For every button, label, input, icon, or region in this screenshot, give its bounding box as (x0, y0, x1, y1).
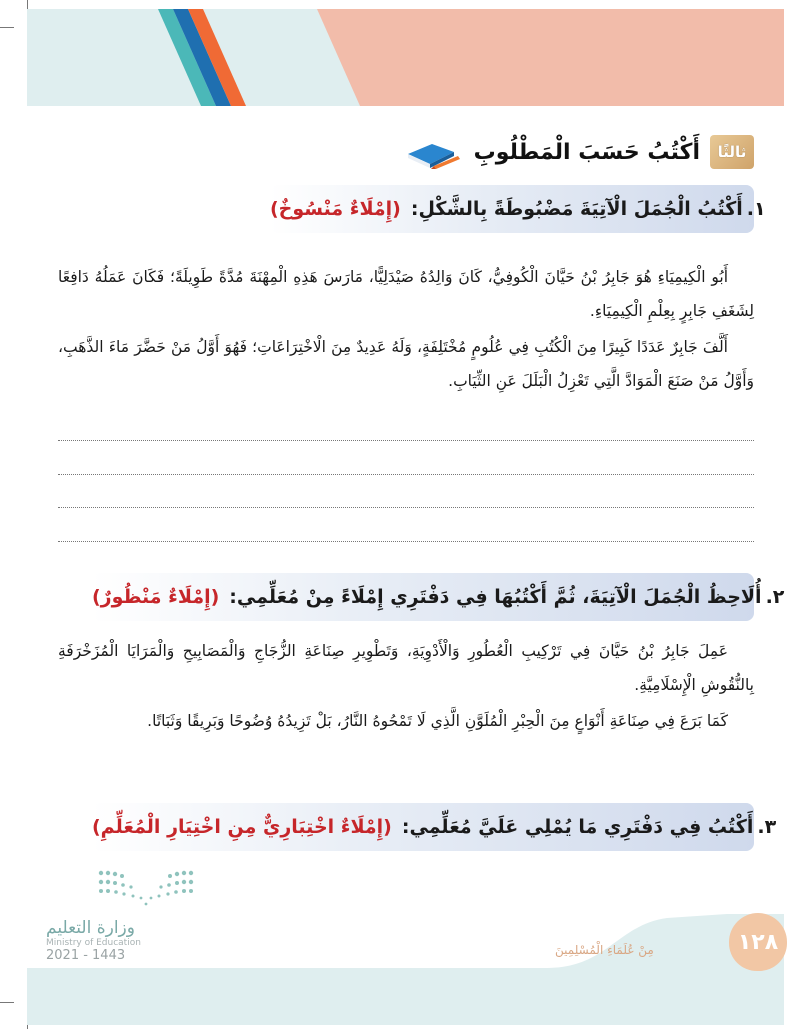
page-number: ١٢٨ (729, 913, 787, 971)
crop-mark (0, 27, 14, 28)
question-3-tag: (إِمْلَاءٌ اخْتِبَارِيٌّ مِنِ اخْتِيَارِ الْمُعَلِّمِ) (92, 816, 392, 838)
question-3-header (92, 803, 777, 851)
passage-paragraph: أَلَّفَ جَابِرٌ عَدَدًا كَبِيرًا مِنَ الْكُتُبِ فِي عُلُومٍ مُخْتَلِفَةٍ، وَلَهُ عَدِيدٌ مِنَ الْاخْتِرَاعَاتِ؛ فَهُوَ أَوَّلُ مَنْ حَضَّرَ مَاءَ الذَّهَبِ، وَأَوَّلُ مَنْ صَنَعَ الْمَوَادَّ الَّتِي تَعْزِلُ الْبَلَلَ عَنِ الثِّيَابِ. (58, 338, 754, 390)
section-title: أَكْتُبُ حَسَبَ الْمَطْلُوبِ (473, 139, 700, 165)
section-title-row (404, 134, 754, 170)
question-1-header (270, 185, 766, 233)
ministry-dots-icon (96, 868, 196, 910)
passage-paragraph: عَمِلَ جَابِرُ بْنُ حَيَّانَ فِي تَرْكِيبِ الْعُطُورِ وَالْأَدْوِيَةِ، وَتَطْوِيرِ صِنَاعَةِ الزُّجَاجِ وَالْمَصَابِيحِ وَالْمَرَايَا الْمُزَخْرَفَةِ بِالنُّقُوشِ الْإِسْلَامِيَّةِ. (58, 642, 754, 694)
ministry-name-arabic: وزارة التعليم (46, 918, 135, 938)
book-pencil-icon (404, 134, 464, 170)
writing-line[interactable] (58, 474, 754, 475)
question-1-tag: (إِمْلَاءٌ مَنْسُوخٌ) (270, 198, 401, 220)
question-2-text: أُلَاحِظُ الْجُمَلَ الْآتِيَةَ، ثُمَّ أَكْتُبُهَا فِي دَفْتَرِي إِمْلَاءً مِنْ مُعَلِّمِي: (229, 586, 762, 608)
top-banner (27, 9, 784, 106)
question-3-text: أَكْتُبُ فِي دَفْتَرِي مَا يُمْلِي عَلَيَّ مُعَلِّمِي: (401, 816, 754, 838)
question-1-text: أَكْتُبُ الْجُمَلَ الْآتِيَةَ مَضْبُوطَةً بِالشَّكْلِ: (410, 198, 743, 220)
ministry-logo (46, 868, 196, 963)
writing-line[interactable] (58, 541, 754, 542)
writing-line[interactable] (58, 440, 754, 441)
question-2-header (92, 573, 785, 621)
ministry-name-english: Ministry of Education (46, 938, 141, 948)
banner-salmon-area (317, 9, 784, 106)
crop-mark (0, 1002, 14, 1003)
edition-year: 2021 - 1443 (46, 948, 126, 963)
unit-title: مِنْ عُلَمَاءِ الْمُسْلِمِينَ (555, 943, 654, 957)
question-2-tag: (إِمْلَاءٌ مَنْظُورٌ) (92, 586, 220, 608)
question-3-number: ٣. (757, 816, 777, 838)
passage-paragraph: أَبُو الْكِيمِيَاءِ هُوَ جَابِرُ بْنُ حَيَّانَ الْكُوفِيُّ، كَانَ وَالِدُهُ صَيْدَلِيًّا، مَارَسَ هَذِهِ الْمِهْنَةَ مُدَّةً طَوِيلَةً؛ فَكَانَ عَمَلُهُ دَافِعًا لِشَغَفِ جَابِرٍ بِعِلْمِ الْكِيمِيَاءِ. (58, 268, 754, 320)
question-2-passage (58, 634, 754, 738)
question-2-number: ٢. (765, 586, 785, 608)
question-1-number: ١. (746, 198, 766, 220)
banner-stripes (27, 9, 784, 106)
passage-paragraph: كَمَا بَرَعَ فِي صِنَاعَةِ أَنْوَاعٍ مِنَ الْحِبْرِ الْمُلَوَّنِ الَّذِي لَا تَمْحُوهُ النَّارُ، بَلْ تَزِيدُهُ وُضُوحًا وَبَرِيقًا وَثَبَاتًا. (147, 712, 728, 730)
writing-line[interactable] (58, 507, 754, 508)
section-badge: ثالثًا (710, 135, 754, 169)
question-1-passage (58, 260, 754, 398)
